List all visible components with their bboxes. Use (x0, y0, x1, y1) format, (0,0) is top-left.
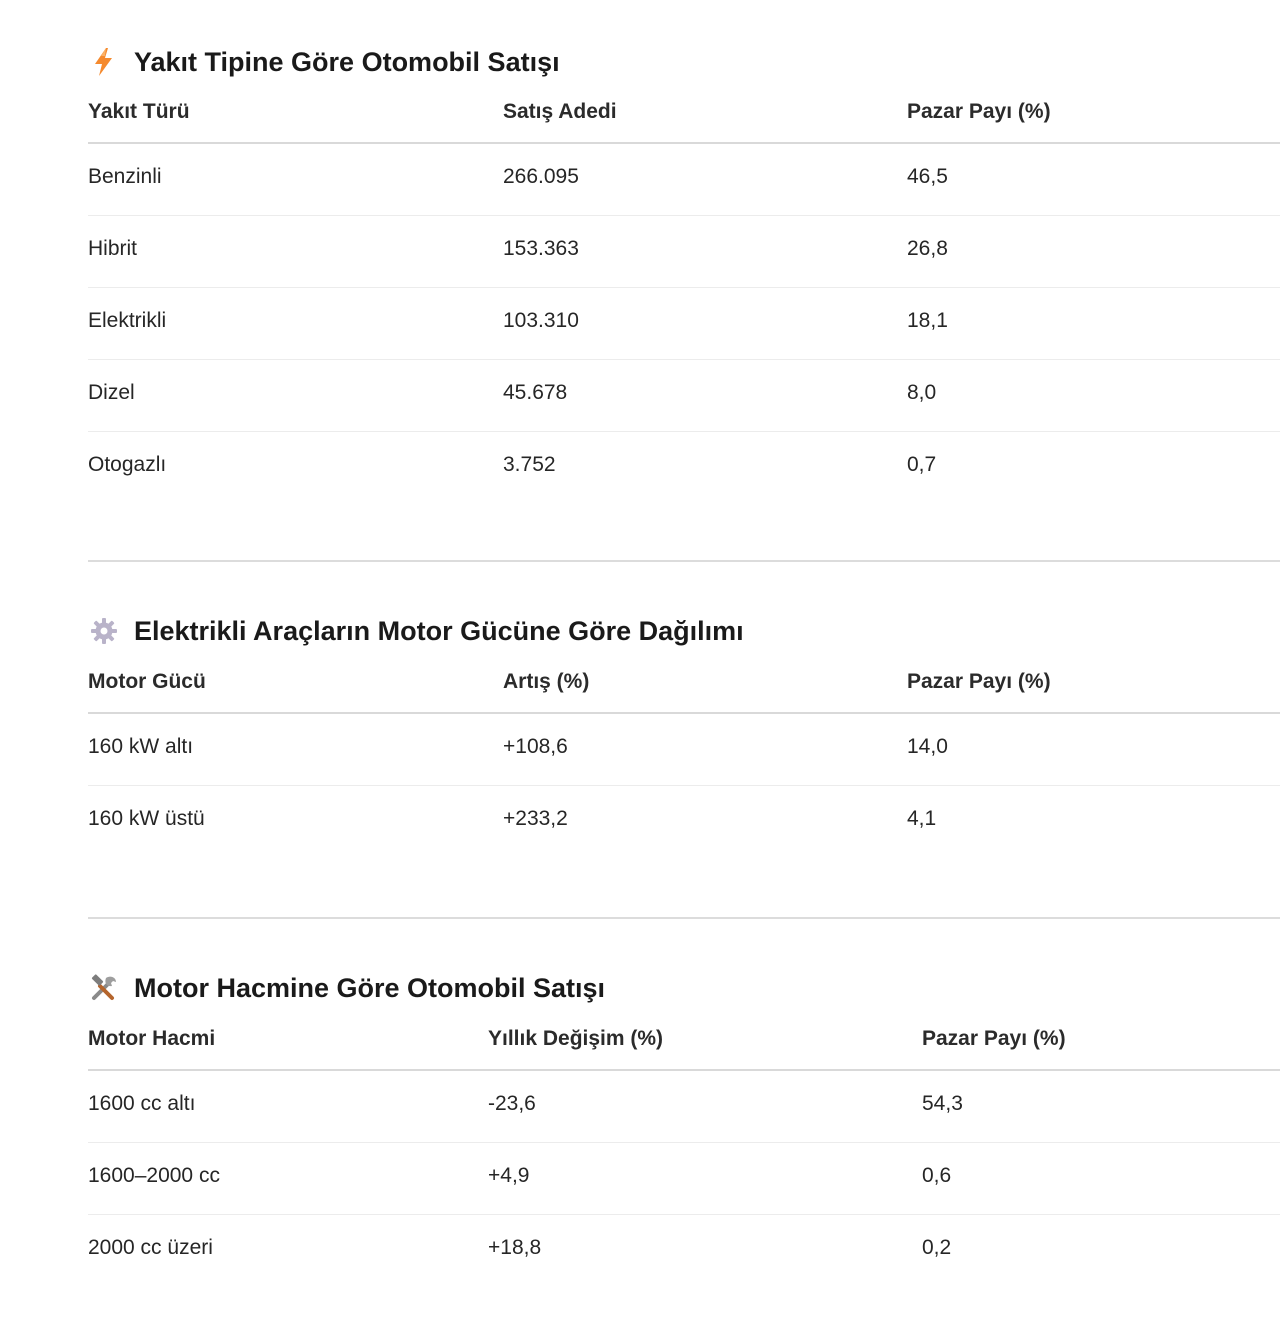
cell-fuel-type: Hibrit (88, 237, 138, 260)
cell-market-share: 4,1 (907, 807, 937, 830)
column-header-sales-count: Satış Adedi (503, 100, 617, 123)
table-row (88, 786, 1280, 857)
cell-engine-volume: 1600 cc altı (88, 1092, 196, 1115)
section-title (88, 44, 560, 80)
hammer-and-wrench-icon (88, 972, 120, 1004)
section-title (88, 970, 605, 1006)
table-row (88, 1143, 1280, 1215)
cell-market-share: 0,2 (922, 1236, 952, 1259)
cell-market-share: 26,8 (907, 237, 948, 260)
column-header-engine-volume: Motor Hacmi (88, 1027, 216, 1050)
cell-fuel-type: Otogazlı (88, 453, 167, 476)
table-row (88, 714, 1280, 786)
table-header (88, 90, 1280, 144)
cell-sales-count: 153.363 (503, 237, 579, 260)
cell-fuel-type: Elektrikli (88, 309, 167, 332)
table-row (88, 1215, 1280, 1286)
cell-motor-power: 160 kW üstü (88, 807, 205, 830)
section-title-text: Motor Hacmine Göre Otomobil Satışı (134, 972, 606, 1003)
cell-market-share: 0,6 (922, 1164, 952, 1187)
column-header-market-share: Pazar Payı (%) (907, 100, 1051, 123)
cell-sales-count: 266.095 (503, 165, 579, 188)
column-header-motor-power: Motor Gücü (88, 670, 206, 693)
section-divider (88, 560, 1280, 562)
cell-fuel-type: Benzinli (88, 165, 162, 188)
cell-annual-change: +4,9 (488, 1164, 530, 1187)
table-row (88, 432, 1280, 503)
cell-market-share: 46,5 (907, 165, 948, 188)
cell-annual-change: +18,8 (488, 1236, 542, 1259)
cell-motor-power: 160 kW altı (88, 735, 194, 758)
table-row (88, 1071, 1280, 1143)
section-title (88, 613, 744, 649)
cell-engine-volume: 1600–2000 cc (88, 1164, 220, 1187)
ev-motor-power-table (88, 660, 1280, 857)
column-header-increase: Artış (%) (503, 670, 590, 693)
table-row (88, 288, 1280, 360)
gear-icon (88, 615, 120, 647)
column-header-fuel-type: Yakıt Türü (88, 100, 190, 123)
section-title-text: Yakıt Tipine Göre Otomobil Satışı (134, 46, 560, 77)
cell-sales-count: 45.678 (503, 381, 568, 404)
column-header-market-share: Pazar Payı (%) (922, 1027, 1066, 1050)
table-header (88, 660, 1280, 714)
cell-engine-volume: 2000 cc üzeri (88, 1236, 213, 1259)
column-header-annual-change: Yıllık Değişim (%) (488, 1027, 664, 1050)
cell-market-share: 18,1 (907, 309, 948, 332)
cell-fuel-type: Dizel (88, 381, 135, 404)
table-row (88, 144, 1280, 216)
column-header-market-share: Pazar Payı (%) (907, 670, 1051, 693)
lightning-icon (88, 46, 120, 78)
cell-annual-change: -23,6 (488, 1092, 536, 1115)
cell-market-share: 54,3 (922, 1092, 963, 1115)
engine-volume-table (88, 1017, 1280, 1286)
fuel-type-table (88, 90, 1280, 503)
cell-sales-count: 3.752 (503, 453, 556, 476)
table-row (88, 216, 1280, 288)
table-row (88, 360, 1280, 432)
section-title-text: Elektrikli Araçların Motor Gücüne Göre Dağılımı (134, 615, 744, 646)
cell-market-share: 14,0 (907, 735, 948, 758)
section-divider (88, 917, 1280, 919)
cell-market-share: 0,7 (907, 453, 937, 476)
cell-increase: +108,6 (503, 735, 568, 758)
cell-increase: +233,2 (503, 807, 568, 830)
cell-sales-count: 103.310 (503, 309, 579, 332)
table-header (88, 1017, 1280, 1071)
cell-market-share: 8,0 (907, 381, 937, 404)
